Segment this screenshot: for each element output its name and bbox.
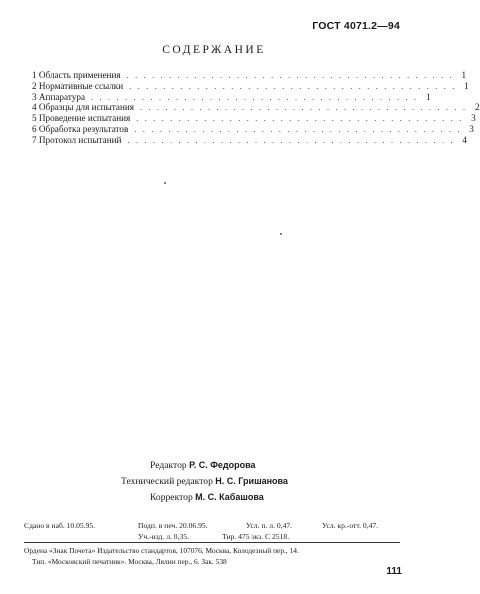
toc-leader-dots: ....................................... bbox=[136, 114, 468, 124]
toc-item-label: 3 Аппаратура bbox=[32, 91, 86, 102]
toc-item[interactable] bbox=[32, 113, 476, 124]
imprint-publisher-sheets: Уч.-изд. л. 0,35. bbox=[138, 532, 189, 541]
credit-role: Технический редактор bbox=[121, 476, 213, 487]
publisher-line: Ордена «Знак Почета» Издательство стандартов, 107076, Москва, Колодезный пер., 14. bbox=[24, 546, 299, 555]
credit-name: Н. С. Гришанова bbox=[215, 476, 288, 486]
credit-tech-editor bbox=[121, 474, 288, 490]
toc-item-label: 5 Проведение испытания bbox=[32, 113, 131, 124]
toc-leader-dots: ....................................... bbox=[91, 92, 423, 102]
toc-leader-dots: ....................................... bbox=[127, 135, 459, 145]
toc-item[interactable] bbox=[32, 70, 467, 81]
speck-mark bbox=[280, 233, 282, 235]
credit-name: Р. С. Федорова bbox=[189, 460, 256, 470]
credit-name: М. С. Кабашова bbox=[195, 492, 264, 502]
credit-role: Редактор bbox=[150, 460, 187, 471]
table-of-contents bbox=[32, 70, 480, 146]
imprint-print-sheets: Усл. п. л. 0,47. bbox=[246, 521, 293, 530]
toc-item-page: 2 bbox=[474, 102, 480, 113]
imprint-circulation: Тир. 475 экз. С 2518. bbox=[222, 532, 290, 541]
toc-item[interactable] bbox=[32, 80, 469, 92]
toc-item-page: 1 bbox=[464, 80, 469, 91]
toc-item[interactable] bbox=[32, 134, 467, 146]
toc-leader-dots: ....................................... bbox=[140, 103, 472, 113]
toc-item-label: 6 Обработка результатов bbox=[32, 123, 129, 134]
toc-item-page: 3 bbox=[471, 113, 476, 124]
imprint-sent: Сдано в наб. 10.05.95. bbox=[24, 521, 96, 530]
toc-item[interactable] bbox=[32, 102, 480, 113]
credit-corrector bbox=[150, 490, 264, 506]
page-number: 111 bbox=[386, 566, 402, 577]
toc-leader-dots: ....................................... bbox=[129, 81, 461, 91]
toc-item-label: 7 Протокол испытаний bbox=[32, 134, 122, 145]
imprint-color-sheets: Усл. кр.-отт. 0,47. bbox=[322, 521, 379, 530]
toc-item-page: 4 bbox=[462, 134, 467, 145]
printer-line: Тип. «Московский печатник». Москва, Лялин пер., 6. Зак. 538 bbox=[32, 557, 227, 566]
toc-item-page: 1 bbox=[461, 70, 467, 80]
credit-role: Корректор bbox=[150, 492, 193, 503]
toc-item-page: 1 bbox=[425, 91, 431, 102]
contents-title: СОДЕРЖАНИЕ bbox=[162, 44, 266, 56]
divider-rule bbox=[24, 542, 400, 543]
credit-editor bbox=[150, 458, 256, 474]
toc-leader-dots: ....................................... bbox=[126, 71, 459, 80]
toc-item-page: 3 bbox=[469, 123, 474, 134]
standard-number: ГОСТ 4071.2—94 bbox=[312, 20, 400, 32]
toc-item-label: 2 Нормативные ссылки bbox=[32, 80, 124, 91]
toc-item-label: 4 Образцы для испытания bbox=[32, 102, 135, 113]
speck-mark bbox=[164, 182, 166, 184]
toc-leader-dots: ....................................... bbox=[134, 124, 466, 134]
toc-item-label: 1 Область применения bbox=[32, 70, 121, 80]
imprint-signed: Подп. в печ. 20.06.95. bbox=[138, 521, 208, 530]
toc-item[interactable] bbox=[32, 91, 431, 103]
toc-item[interactable] bbox=[32, 123, 474, 135]
